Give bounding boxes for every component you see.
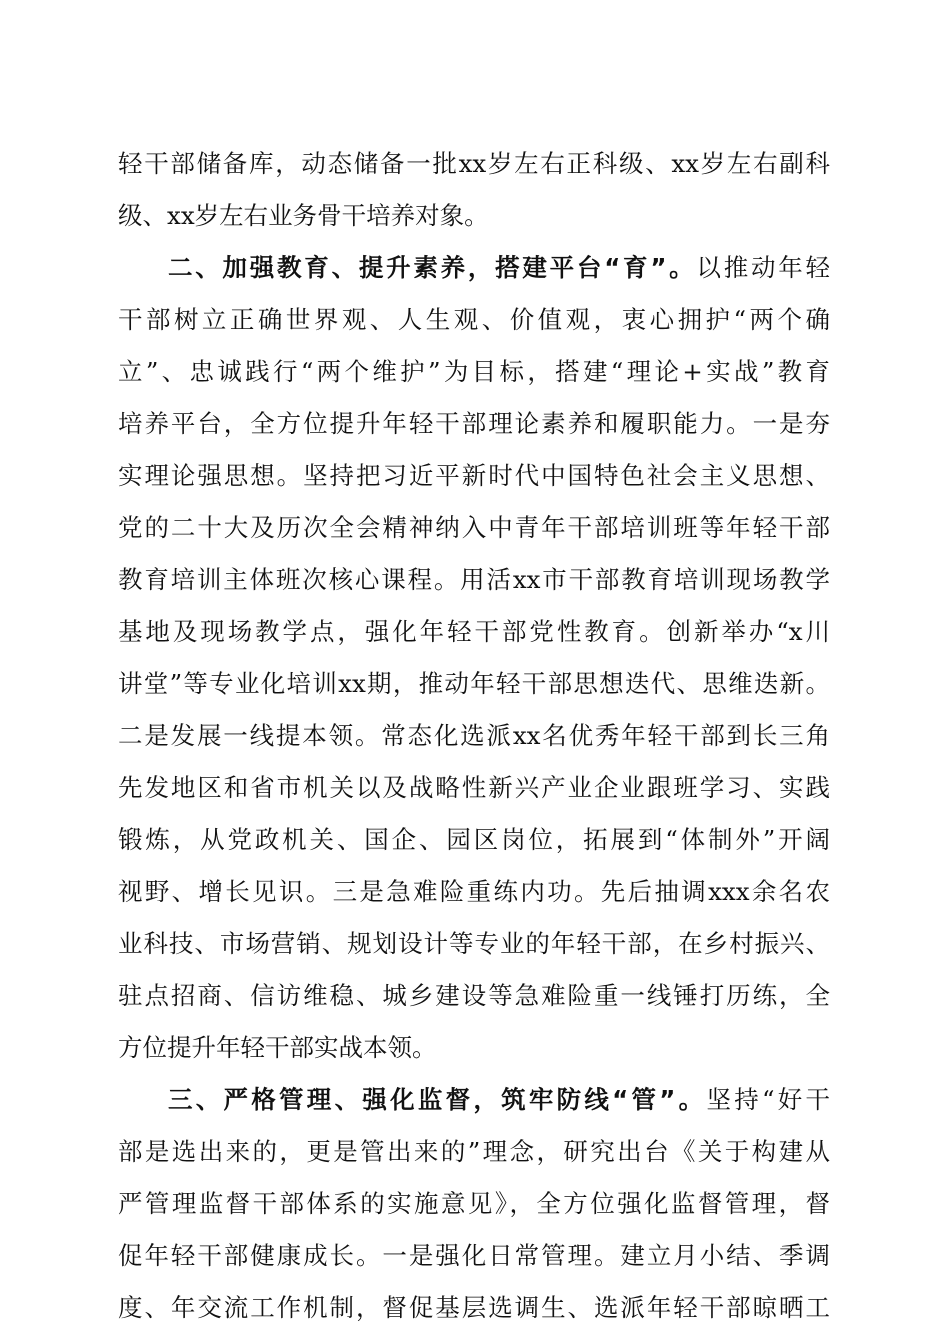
paragraph-2 [118, 242, 830, 1074]
text-line: 讲堂”等专业化培训xx期，推动年轻干部思想迭代、思维迭新。 [118, 669, 830, 698]
text-line: 实理论强思想。坚持把习近平新时代中国特色社会主义思想、 [118, 461, 830, 490]
text-line: 二是发展一线提本领。常态化选派xx名优秀年轻干部到长三角 [118, 721, 830, 750]
heading-line [118, 1074, 830, 1126]
text-line: 教育培训主体班次核心课程。用活xx市干部教育培训现场教学 [118, 565, 830, 594]
section-heading-management: 三、严格管理、强化监督，筑牢防线“管”。 [168, 1085, 707, 1114]
text-line: 立”、忠诚践行“两个维护”为目标，搭建“理论+实战”教育 [118, 357, 830, 386]
paragraph-1 [118, 138, 830, 242]
text-line: 锻炼，从党政机关、国企、园区岗位，拓展到“体制外”开阔 [118, 825, 830, 854]
heading-line [118, 242, 830, 294]
text-line: 干部树立正确世界观、人生观、价值观，衷心拥护“两个确 [118, 305, 830, 334]
text-line: 部是选出来的，更是管出来的”理念，研究出台《关于构建从 [118, 1137, 830, 1166]
text-line: 基地及现场教学点，强化年轻干部党性教育。创新举办“x川 [118, 617, 830, 646]
text-line: 培养平台，全方位提升年轻干部理论素养和履职能力。一是夯 [118, 409, 830, 438]
text-line: 度、年交流工作机制，督促基层选调生、选派年轻干部晾晒工 [118, 1293, 830, 1322]
text-line: 业科技、市场营销、规划设计等专业的年轻干部，在乡村振兴、 [118, 929, 830, 958]
section-heading-education: 二、加强教育、提升素养，搭建平台“育”。 [168, 253, 697, 282]
text-line: 视野、增长见识。三是急难险重练内功。先后抽调xxx余名农 [118, 877, 830, 906]
text-line: 轻干部储备库，动态储备一批xx岁左右正科级、xx岁左右副科 [118, 149, 830, 178]
text-run: 以推动年轻 [696, 253, 831, 282]
text-line: 严管理监督干部体系的实施意见》，全方位强化监督管理，督 [118, 1189, 830, 1218]
text-line: 方位提升年轻干部实战本领。 [118, 1033, 437, 1062]
text-line: 驻点招商、信访维稳、城乡建设等急难险重一线锤打历练，全 [118, 981, 830, 1010]
text-line: 促年轻干部健康成长。一是强化日常管理。建立月小结、季调 [118, 1241, 830, 1270]
text-line: 党的二十大及历次全会精神纳入中青年干部培训班等年轻干部 [118, 513, 830, 542]
text-line: 先发地区和省市机关以及战略性新兴产业企业跟班学习、实践 [118, 773, 830, 802]
document-page [118, 138, 830, 1334]
text-line: 级、xx岁左右业务骨干培养对象。 [118, 201, 489, 230]
text-run: 坚持“好干 [706, 1085, 831, 1114]
paragraph-3 [118, 1074, 830, 1334]
